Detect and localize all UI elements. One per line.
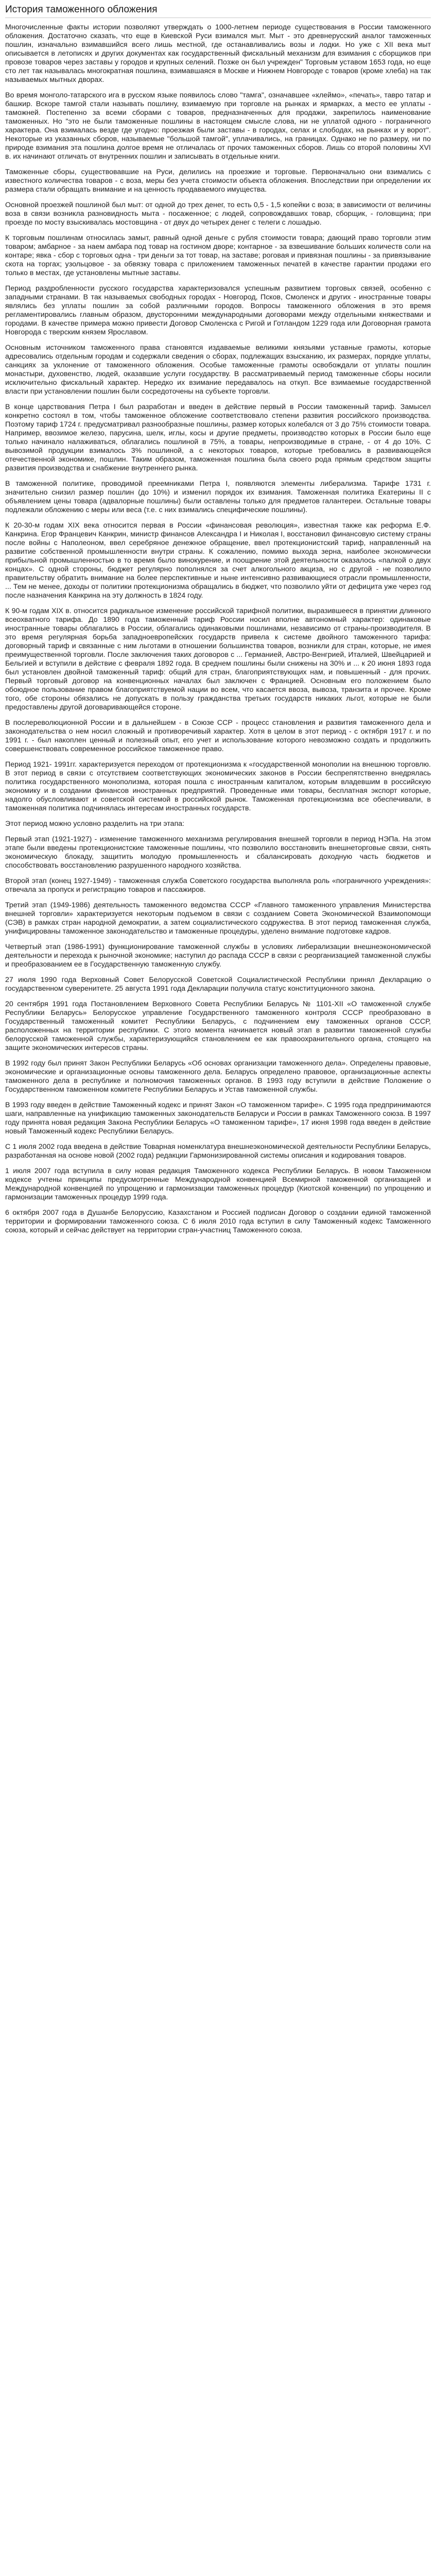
paragraph: 20 сентября 1991 года Постановлением Верховного Совета Республики Беларусь № 1101-XII «О таможенной службе Республики Беларусь» Белорусское управление Государственного таможенного контроля СССР преобразовано в Государственный таможенный комитет Республики Беларусь, с подчинением ему таможенных органов СССР, расположенных на территории республики. С этого момента начинается новый этап в развитии таможенной службы белорусской таможенной службы, характеризующийся становлением ее как правоохранительного органа, стоящего на защите экономических интересов страны.	[5, 1000, 431, 1052]
paragraph: К 90-м годам XIX в. относится радикальное изменение российской тарифной политики, выразившееся в принятии длинного всеохватного тарифа. До 1890 года таможенный тариф России носил вполне автономный характер: одинаковые иностранные товары облагались в России, облагались одинаковыми пошлинами, независимо от страны-производителя. В это время регулярная борьба западноевропейских государств привела к системе двойного таможенного тарифа: договорный тариф и связанные с ним льготами в отношении большинства товаров, возникли для стран, которые, не имея преимущественной торговли. После заключения таких договоров с ... Германией, Австро-Венгрией, Италией, Швейцарией и Бельгией и вступили в действие с февраля 1892 года. В среднем пошлины были снижены на 30% и ... к 20 июня 1893 года был установлен двойной таможенный тариф: общий для стран, благоприятствующих нам, и повышенный - для прочих. Первый торговый договор на конвенционных началах был заключен с Францией. Основным его положением было обоюдное пользование правом благоприятствуемой нации во всем, что касается ввоза, вывоза, транзита и прочее. Кроме того, обе стороны обязались не допускать в пользу гражданства третьих государств никаких льгот, которые не были предоставлены другой договаривающейся стороне.	[5, 607, 431, 711]
paragraph: 6 октября 2007 года в Душанбе Белоруссию, Казахстаном и Россией подписан Договор о создании единой таможенной территории и формировании таможенного союза. С 6 июля 2010 года вступил в силу Таможенный кодекс Таможенного союза, который и сейчас действует на территории стран-участниц Таможенного союза.	[5, 1209, 431, 1234]
paragraph: В 1993 году введен в действие Таможенный кодекс и принят Закон «О таможенном тарифе». С 1995 года предпринимаются шаги, направленные на унификацию таможенных законодательств Беларуси и России в рамках Таможенного союза. В 1997 году принята новая редакция Закона Республики Беларусь «О таможенном тарифе», 17 июня 1998 года введен в действие новый Таможенный кодекс Республики Беларусь.	[5, 1101, 431, 1136]
paragraph: В 1992 году был принят Закон Республики Беларусь «Об основах организации таможенного дела». Определены правовые, экономические и организационные основы таможенного дела. Беларусь определено правовое, организационные аспекты таможенного дела в республике и полномочия таможенных органов. В 1993 году вступили в действие Положение о Государственном таможенном комитете Республики Беларусь и Устав таможенной службы.	[5, 1059, 431, 1094]
paragraph: Многочисленные факты истории позволяют утверждать о 1000-летнем периоде существования в России таможенного обложения. Достаточно сказать, что еще в Киевской Руси взимался мыт. Мыт - это древнерусский аналог таможенных пошлин, изначально взимавшийся всего лишь местной, где останавливались возы и лодки. Но уже с XII века мыт описывается в летописях и других документах как государственный фискальный механизм для взимания с сборщиков при провозе товаров через заставы у городов и крупных селений. Позже он был учрежден" Торговым уставом 1653 года, но еще сто лет так называлась многократная пошлина, взимавшаяся в Москве и Нижнем Новгороде с товаров (кроме хлеба) на так называемых мытных дворах.	[5, 23, 431, 84]
paragraph: Третий этап (1949-1986) деятельность таможенного ведомства СССР «Главного таможенного управления Министерства внешней торговли» характеризуется некоторым подъемом в связи с созданием Совета Экономической Взаимопомощи (СЭВ) в рамках стран народной демократии, а затем социалистического содружества. В этот период таможенная служба, унифицированы таможенное законодательство и таможенные процедуры, уделено внимание подготовке кадров.	[5, 901, 431, 936]
paragraph: Период раздробленности русского государства характеризовался успешным развитием торговых связей, особенно с западными странами. В так называемых свободных городах - Новгород, Псков, Смоленск и других - иностранные товары являлись без уплаты пошлин за собой различными городов. Вопросы таможенного обложения в это время регламентировались главным образом, двусторонними международными договорами между отдельными княжествами и городами. В качестве примера можно привести Договор Смоленска с Ригой и Готландом 1229 года или Договорная грамота Новгорода с тверским князем Ярославом.	[5, 284, 431, 336]
paragraph: С 1 июля 2002 года введена в действие Товарная номенклатура внешнеэкономической деятельности Республики Беларусь, разработанная на основе новой (2002 года) редакции Гармонизированной системы описания и кодирования товаров.	[5, 1143, 431, 1160]
paragraph: 1 июля 2007 года вступила в силу новая редакция Таможенного кодекса Республики Беларусь. В новом Таможенном кодексе учтены принципы предусмотренные Международной конвенцией Всемирной таможенной организацией и Международной конвенцией по упрощению и гармонизации таможенных процедур (Киотской конвенции) по упрощению и гармонизации таможенных процедур 1999 года.	[5, 1167, 431, 1201]
paragraph: Этот период можно условно разделить на три этапа:	[5, 820, 185, 828]
paragraph: К 20-30-м годам XIX века относится первая в России «финансовая революция», известная также как реформа Е.Ф. Канкрина. Егор Францевич Канкрин, министр финансов Александра I и Николая I, восстановил финансовую систему страны после войны с Наполеоном, ввел серебряное денежное обращение, ввел протекционистский тариф, направленный на развитие собственной промышленности внутри страны. К сожалению, помимо выхода зерна, наиболее экономически прибыльной промышленностью в то время было винокурение, и поощрение этой деятельности оказалось «палкой о двух концах». С одной стороны, бюджет регулярно пополнялся за счет алкогольного акциза, но с другой - не позволило правительству обратить внимание на более перспективные и ныне интенсивно развивающиеся отрасли промышленности, ... Тем не менее, доходы от политики протекционизма обращались в бюджет, что позволило уйти от дефицита уже через год после назначения Канкрина на эту должность в 1824 году.	[5, 521, 431, 600]
article-body	[5, 23, 431, 1235]
page	[0, 0, 436, 1252]
paragraph: Период 1921- 1991гг. характеризуется переходом от протекционизма к «государственной монополии на внешнюю торговлю. В этот период в связи с отсутствием соответствующих экономических законов в России беспрепятственно внедрялась политика государственного монополизма, которая пошла с иностранным капиталом, которым владевшим в российскую экономику и в создании финансов иностранных предприятий. Проведенные ими товары, бесплатная экспорт которые, надолго обусловливают и советской системой в российской рынок. Таможенная протекционизма все обеспечивали, в таможенная политика подчинялась интересам иностранных государств.	[5, 760, 431, 812]
paragraph: Первый этап (1921-1927) - изменение таможенного механизма регулирования внешней торговли в период НЭПа. На этом этапе были введены протекционистские таможенные пошлины, что позволило восстановить внешнеторговые связи, снять экономическую блокаду, защитить молодую промышленность и сбалансировать доходную часть бюджетов и способствовать восстановлению разрушенного народного хозяйства.	[5, 835, 431, 870]
page-title: История таможенного обложения	[5, 4, 431, 18]
paragraph: 27 июля 1990 года Верховный Совет Белорусской Советской Социалистической Республики принял Декларацию о государственном суверенитете. 25 августа 1991 года Декларации получила статус конституционного закона.	[5, 976, 431, 993]
paragraph: Основным источником таможенного права становятся издаваемые великими князьями уставные грамоты, которые адресовались отдельным городам и содержали сведения о сборах, подлежащих взысканию, их размерах, порядке уплаты, санкциях за уклонение от таможенного обложения. Особые таможенные грамоты освобождали от уплаты пошлин монастыри, духовенство, людей, оказавшие услуги государству. В рассматриваемый период таможенные сборы носили исключительно фискальный характер. Нередко их взимание передавалось на откуп. Все взимаемые государственной власти при установлении пошлин были сосредоточены на субъекте торговли.	[5, 344, 431, 396]
paragraph: Второй этап (конец 1927-1949) - таможенная служба Советского государства выполняла роль «пограничного учреждения»: отвечала за пропуск и регистрацию товаров и пассажиров.	[5, 877, 431, 894]
paragraph: В послереволюционной России и в дальнейшем - в Союзе ССР - процесс становления и развития таможенного дела и законодательства о нем носил сложный и противоречивый характер. Хотя в целом в этот период - с октября 1917 г. и по 1991 г. - был накоплен ценный и полезный опыт, его учет и использование которого невозможно создать и продолжить совершенствовать современное российское таможенное право.	[5, 719, 431, 753]
paragraph: Четвертый этап (1986-1991) функционирование таможенной службы в условиях либерализации внешнеэкономической деятельности и перехода к рыночной экономике; наступил до распада СССР в связи с реорганизацией таможенной службы и преобразованием ее в Государственную таможенную службу.	[5, 943, 431, 969]
paragraph: Во время монголо-татарского ига в русском языке появилось слово "тамга", означавшее «клеймо», «печать», тавро татар и башкир. Вскоре тамгой стали называть пошлину, взимаемую при торговле на рынках и ярмарках, а место ее уплаты - таможней. Постепенно за всеми сборами с товаров, предназначенных для продажи, закрепилось наименование таможенных. Но "это не были таможенные пошлины в настоящем смысле слова, ни не уплатой одного - пограничного характера. Она взималась везде где угодно: проезжая были заставы - в городах, селах и слободах, на рынках и у ворот". Некоторые из указанных сборов, называемые "большой тамгой", уплачивались, на границах. Однако не по размеру, ни по природе взимания эта пошлина долгое время не отличалась от прочих таможенных сборов. Лишь со второй половины XVI в. их начинают отличать от внутренних пошлин и записывать в отдельные книги.	[5, 91, 431, 161]
paragraph: В конце царствования Петра I был разработан и введен в действие первый в России таможенный тариф. Замысел конкретно состоял в том, чтобы таможенное обложение соответствовало степени развития российского производства. Поэтому тариф 1724 г. предусматривал разнообразные пошлины, размер которых колебался от 3 до 75% стоимости товара. Например, ввозимое железо, парусина, шелк, иглы, косы и другие предметы, производство которых в России было еще только начинало налаживаться, облагались пошлиной в 75%, а товары, непроизводимые в стране, - от 4 до 10%. С вывозимой продукции взималось 3% пошлиной, а с некоторых товаров, которые требовались в развивающейся отечественной экономике, пошлин. Таким образом, таможенная пошлина была своего рода прямым средством защиты развития производства и снабжение внутреннего рынка.	[5, 403, 431, 472]
paragraph: Основной проезжей пошлиной был мыт: от одной до трех денег, то есть 0,5 - 1,5 копейки с воза; в зависимости от величины воза в связи возникла разновидность мыта - посаженное; с людей, сопровождавших товар, сборщик, - головщина; при проезде по мосту взыскивалась мостовщина - от двух до четырех денег с телеги с лошадью.	[5, 201, 431, 227]
paragraph: К торговым пошлинам относилась замыт, равный одной деньге с рубля стоимости товара; дающий право торговли этим товаром; амбарное - за наем амбара под товар на гостином дворе; контарное - за взвешивание больших количеств соли на контаре; явка - сбор с торговых одна - три деньги за тот товар, на заставе; роговая и привязная пошлины - за привязывание скота на торгах; узольцовое - за обвязку товара с приложением таможенных печатей в качестве гарантии продажи его только в местах, где установлены мытные заставы.	[5, 234, 431, 277]
paragraph: В таможенной политике, проводимой преемниками Петра I, появляются элементы либерализма. Тарифе 1731 г. значительно снизил размер пошлин (до 10%) и изменил порядок их взимания. Таможенная политика Екатерины II с объявлением цены товара (адвалорные пошлины) были оставлены только для предметов галантереи. Остальные товары подлежали обложению с меры или веса (т.е. с них взимались специфические пошлины).	[5, 480, 431, 514]
paragraph: Таможенные сборы, существовавшие на Руси, делились на проезжие и торговые. Первоначально они взимались с известного количества товаров - с воза, меры без учета стоимости объекта обложения. Впоследствии при определении их размера стали обращать внимание и на ценность продаваемого имущества.	[5, 168, 431, 194]
